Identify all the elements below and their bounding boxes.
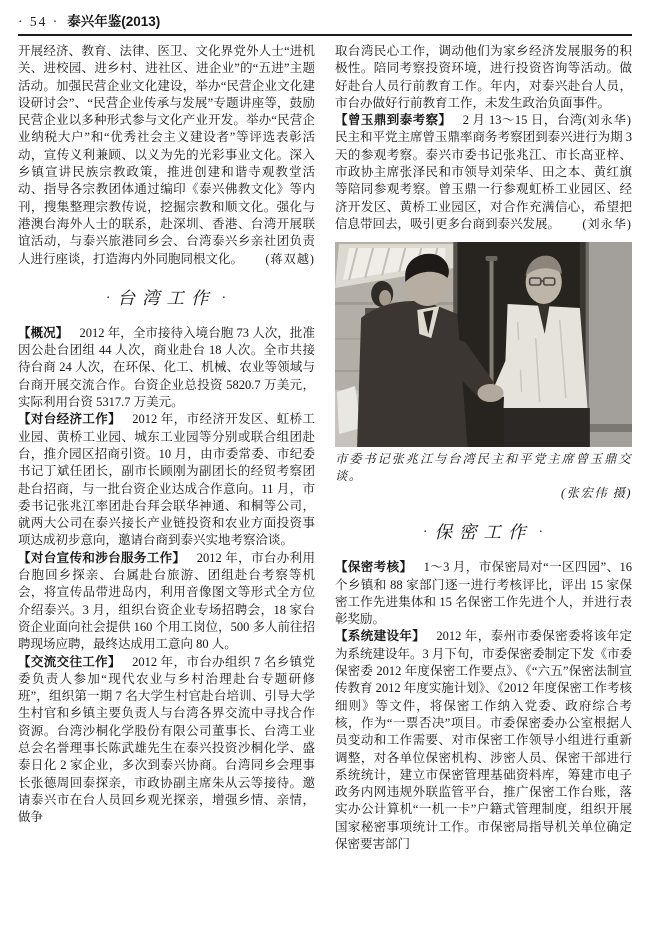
section-dot-right: ·	[221, 290, 228, 306]
entry-taiwan-economy	[18, 411, 315, 549]
handshake-photo	[335, 242, 632, 447]
entry-text: 2 月 13～15 日，台湾民主和平党主席曾玉鼎率商务考察团到泰兴进行为期 3 天的参观考察。泰兴市委书记张兆江、市长高亚梓、市政协主席张泽民和市领导刘荣华、田之本、黄红旗等陪同参观考察。曾玉鼎一行参观虹桥工业园区、经济开发区、黄桥工业园区，对合作充满信心，希望把信息带回去，吸引更多台商到泰兴发展。	[335, 113, 632, 231]
photo-credit: (张宏伟 摄)	[561, 486, 632, 501]
section-title-text: 台湾工作	[117, 287, 216, 308]
entry-system-construction-year	[335, 628, 632, 853]
entry-secrecy-assessment	[335, 559, 632, 628]
entry-text: 2012 年，市经济开发区、虹桥工业园、黄桥工业园、城东工业园等分别或联合组团赴台，推介园区招商引资。10 月，由市委常委、市纪委书记丁斌任团长，副市长顾刚为副团长的经贸考察团赴台招商，与一批台资企业达成合作意向。11 月，市委书记张兆江率团赴台拜会联华神通、和桐等公司，就两大公司在泰兴接长产业链投资和农业方面投资事项达成初步意向，邀请台商到泰兴实地考察洽谈。	[18, 412, 315, 548]
author-attribution: (刘永华)	[582, 113, 632, 128]
entry-taiwan-publicity	[18, 550, 315, 654]
handshake-photo-illustration	[335, 242, 632, 447]
entry-head: 【曾玉鼎到泰考察】	[335, 113, 452, 128]
page-header	[18, 10, 632, 32]
entry-head: 【概况】	[18, 325, 69, 340]
entry-head: 【对台宣传和涉台服务工作】	[18, 550, 186, 565]
entry-head: 【交流交往工作】	[18, 654, 121, 669]
section-dot-right: ·	[538, 525, 545, 541]
author-attribution: (刘永华)	[582, 216, 632, 231]
entry-text: 2012 年，全市接待入境台胞 73 人次，批准因公赴台团组 44 人次，商业赴台 18 人次。全市共接待台商 24 人次，在环保、化工、机械、农业等领域与台商开展交流合作。台资企业总投资 5820.7 万美元，实际利用台资 5317.7 万美元。	[18, 325, 315, 410]
entry-text: 2012 年，市台办利用台胞回乡探亲、台属赴台旅游、团组赴台考察等机会，将宣传品带进岛内，利用音像图文等形式全方位介绍泰兴。3 月，组织台资企业专场招聘会，18 家台资企业面向社会提供 160 个用工岗位，500 多人前往招聘现场应聘，最终达成用工意向 80 人。	[18, 550, 315, 652]
entry-head: 【系统建设年】	[335, 629, 426, 644]
entry-zeng-yuding-visit	[335, 112, 632, 233]
entry-head: 【保密考核】	[335, 560, 413, 575]
section-title-secrecy-work	[335, 519, 632, 544]
entry-text: 2012 年，市台办组织 7 名乡镇党委负责人参加“现代农业与乡村治理赴台专题研修班”，组织第一期 7 名大学生村官赴台培训、引导大学生村官和乡镇主要负责人与台湾各界交流中寻找合作资源。台湾沙桐化学股份有限公司董事长、台湾工业总会名誉理事长陈武雄先生在泰兴投资沙桐化学、盛泰日化 2 家企业，多次到泰兴协商。台湾同乡会理事长张德周回泰探亲，市政协副主席朱从云等接待。邀请泰兴市在台人员回乡观光探亲，增强乡情、亲情，做争	[18, 654, 315, 825]
entry-text: 2012 年，泰州市委保密委将该年定为系统建设年。3 月下旬，市委保密委制定下发《市委保密委 2012 年度保密工作要点》、《“六五”保密法制宣传教育 2012 年度实施计划》、《2012 年度保密工作考核细则》等文件，将保密工作纳入党委、政府综合考核，作为“一票否决”项目。市委保密委办公室根据人员变动和工作需要、对市保密工作领导小组进行重新调整，对各单位保密机构、涉密人员、保密干部进行系统统计，建立市保密管理基础资料库，筹建市电子政务内网违规外联监管平台，推广保密工作台账，落实办公计算机“一机一卡”户籍式管理制度，组织开展国家秘密事项统计工作。市保密局指导机关单位确定保密要害部门	[335, 629, 632, 852]
entry-overview	[18, 325, 315, 411]
photo-caption: 市委书记张兆江与台湾民主和平党主席曾玉鼎交谈。	[335, 452, 632, 484]
paragraph-continuation-left	[18, 43, 315, 268]
paragraph-text: 开展经济、教育、法律、医卫、文化界党外人士“进机关、进校园、进乡村、进社区、进企业”的“五进”主题活动。加强民营企业文化建设，举办“民营企业文化建设研讨会”、“民营企业传承与发展”专题讲座等，鼓励民营企业以多种形式参与文化产业开发。举办“民营企业纳税大户”和“优秀社会主义建设者”等评选表彰活动，宣传义利兼顾、以义为先的光彩事业文化。深入乡镇宣讲民族宗教政策，推进创建和谐寺观教堂活动、指导各宗教团体通过编印《泰兴佛教文化》等内刊，搜集整理宗教传说，挖掘宗教和顺文化。强化与港澳台海外人士的联系，赴深圳、香港、台湾开展联谊活动，与泰兴旅港同乡会、台湾泰兴乡亲社团负责人进行座谈，打造海内外同胞同根文化。	[18, 44, 315, 266]
right-column	[335, 43, 632, 945]
paragraph-text: 取台湾民心工作，调动他们为家乡经济发展服务的积极性。陪同考察投资环境，进行投资咨询等活动。做好赴台人员行前教育工作。年内，对泰兴赴台人员，市台办做好行前教育工作，未发生政治负面事件。	[335, 44, 632, 110]
page-columns	[18, 36, 632, 945]
page-number: · 54 ·	[18, 14, 60, 29]
photo-figure	[335, 242, 632, 502]
entry-text: 1～3 月，市保密局对“一区四园”、16 个乡镇和 88 家部门逐一进行考核评比，评出 15 家保密工作先进集体和 15 名保密工作先进个人，并进行表彰奖励。	[335, 560, 632, 627]
author-attribution: (蒋双越)	[265, 251, 315, 266]
entry-head: 【对台经济工作】	[18, 412, 122, 427]
left-column	[18, 43, 315, 945]
section-title-text: 保密工作	[434, 522, 533, 543]
section-dot-left: ·	[105, 290, 112, 306]
book-title: 泰兴年鉴(2013)	[67, 14, 161, 29]
section-title-taiwan-work	[18, 285, 315, 310]
entry-exchange-work	[18, 654, 315, 827]
section-dot-left: ·	[422, 525, 429, 541]
